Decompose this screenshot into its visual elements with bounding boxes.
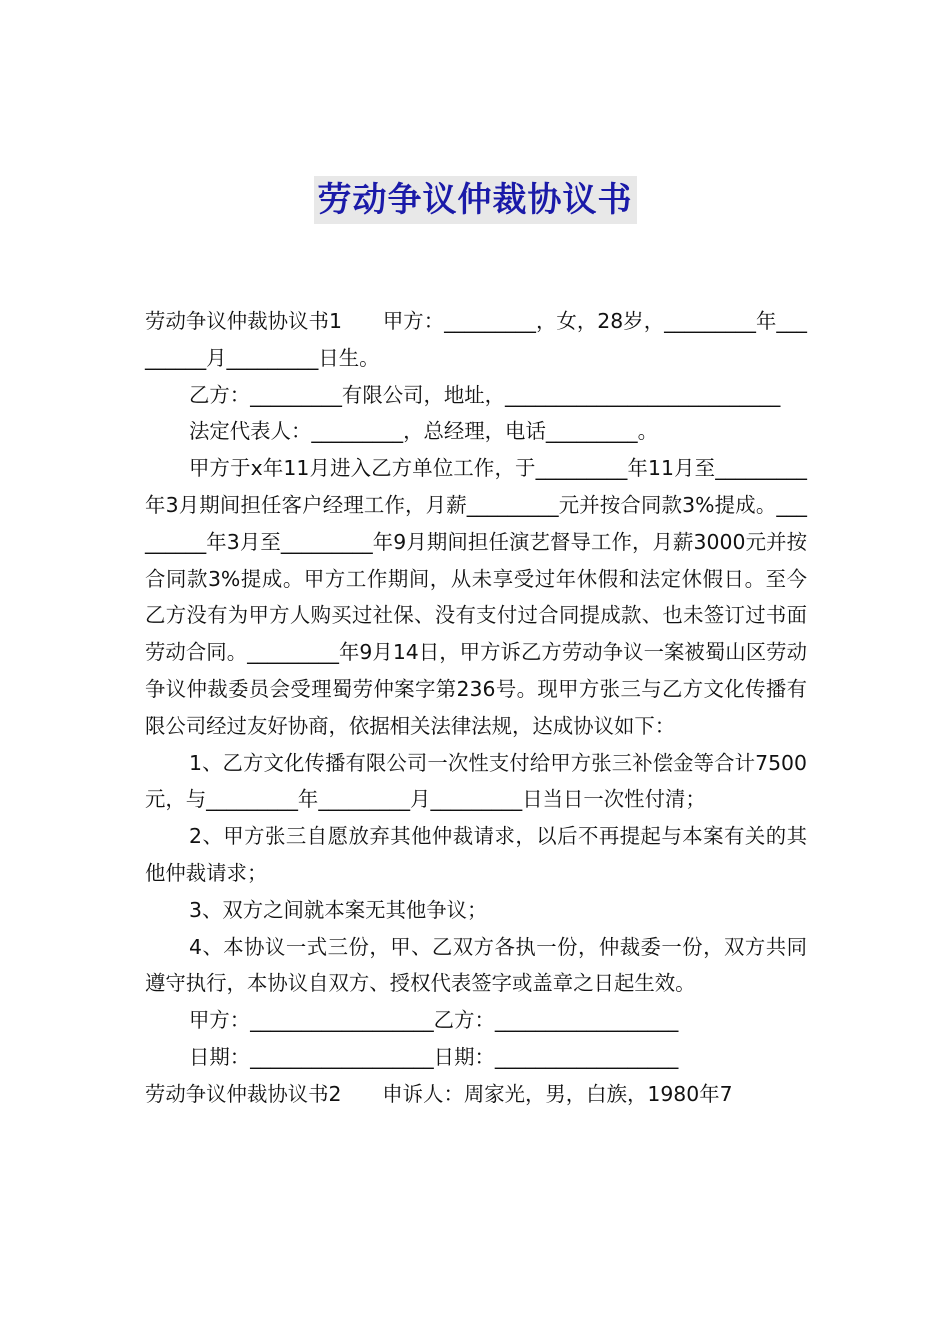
paragraph: 4、本协议一式三份，甲、乙双方各执一份，仲裁委一份，双方共同遵守执行，本协议自双方、授权代表签字或盖章之日起生效。 bbox=[145, 934, 807, 996]
paragraph: 甲方于x年11月进入乙方单位工作，于_________年11月至_________年3月期间担任客户经理工作，月薪_________元并按合同款3%提成。_________年3月至_________年9月期间担任演艺督导工作，月薪3000元并按合同款3%提成。甲方工作期间，从未享受过年休假和法定休假日。至今乙方没有为甲方人购买过社保、没有支付过合同提成款、也未签订过书面劳动合同。_________年9月14日，甲方诉乙方劳动争议一案被蜀山区劳动争议仲裁委员会受理蜀劳仲案字第236号。现甲方张三与乙方文化传播有限公司经过友好协商，依据相关法律法规，达成协议如下： bbox=[145, 456, 807, 738]
document-title: 劳动争议仲裁协议书 bbox=[314, 176, 637, 224]
paragraph: 劳动争议仲裁协议书2 申诉人：周家光，男，白族，1980年7 bbox=[145, 1081, 733, 1106]
signature-line: 甲方：__________________乙方：__________________ bbox=[189, 1008, 679, 1033]
paragraph: 劳动争议仲裁协议书1 甲方：_________，女，28岁，_________年_________月_________日生。 bbox=[145, 309, 807, 370]
paragraph: 法定代表人：_________，总经理，电话_________。 bbox=[189, 419, 658, 444]
title-container bbox=[0, 176, 950, 224]
paragraph: 2、甲方张三自愿放弃其他仲裁请求，以后不再提起与本案有关的其他仲裁请求； bbox=[145, 824, 807, 885]
paragraph: 乙方：_________有限公司，地址，___________________________ bbox=[189, 382, 781, 407]
document-body bbox=[145, 303, 807, 1113]
paragraph: 1、乙方文化传播有限公司一次性支付给甲方张三补偿金等合计7500元，与_________年_________月_________日当日一次性付清； bbox=[145, 750, 807, 812]
date-line: 日期：__________________日期：__________________ bbox=[189, 1044, 679, 1069]
paragraph: 3、双方之间就本案无其他争议； bbox=[189, 897, 488, 922]
